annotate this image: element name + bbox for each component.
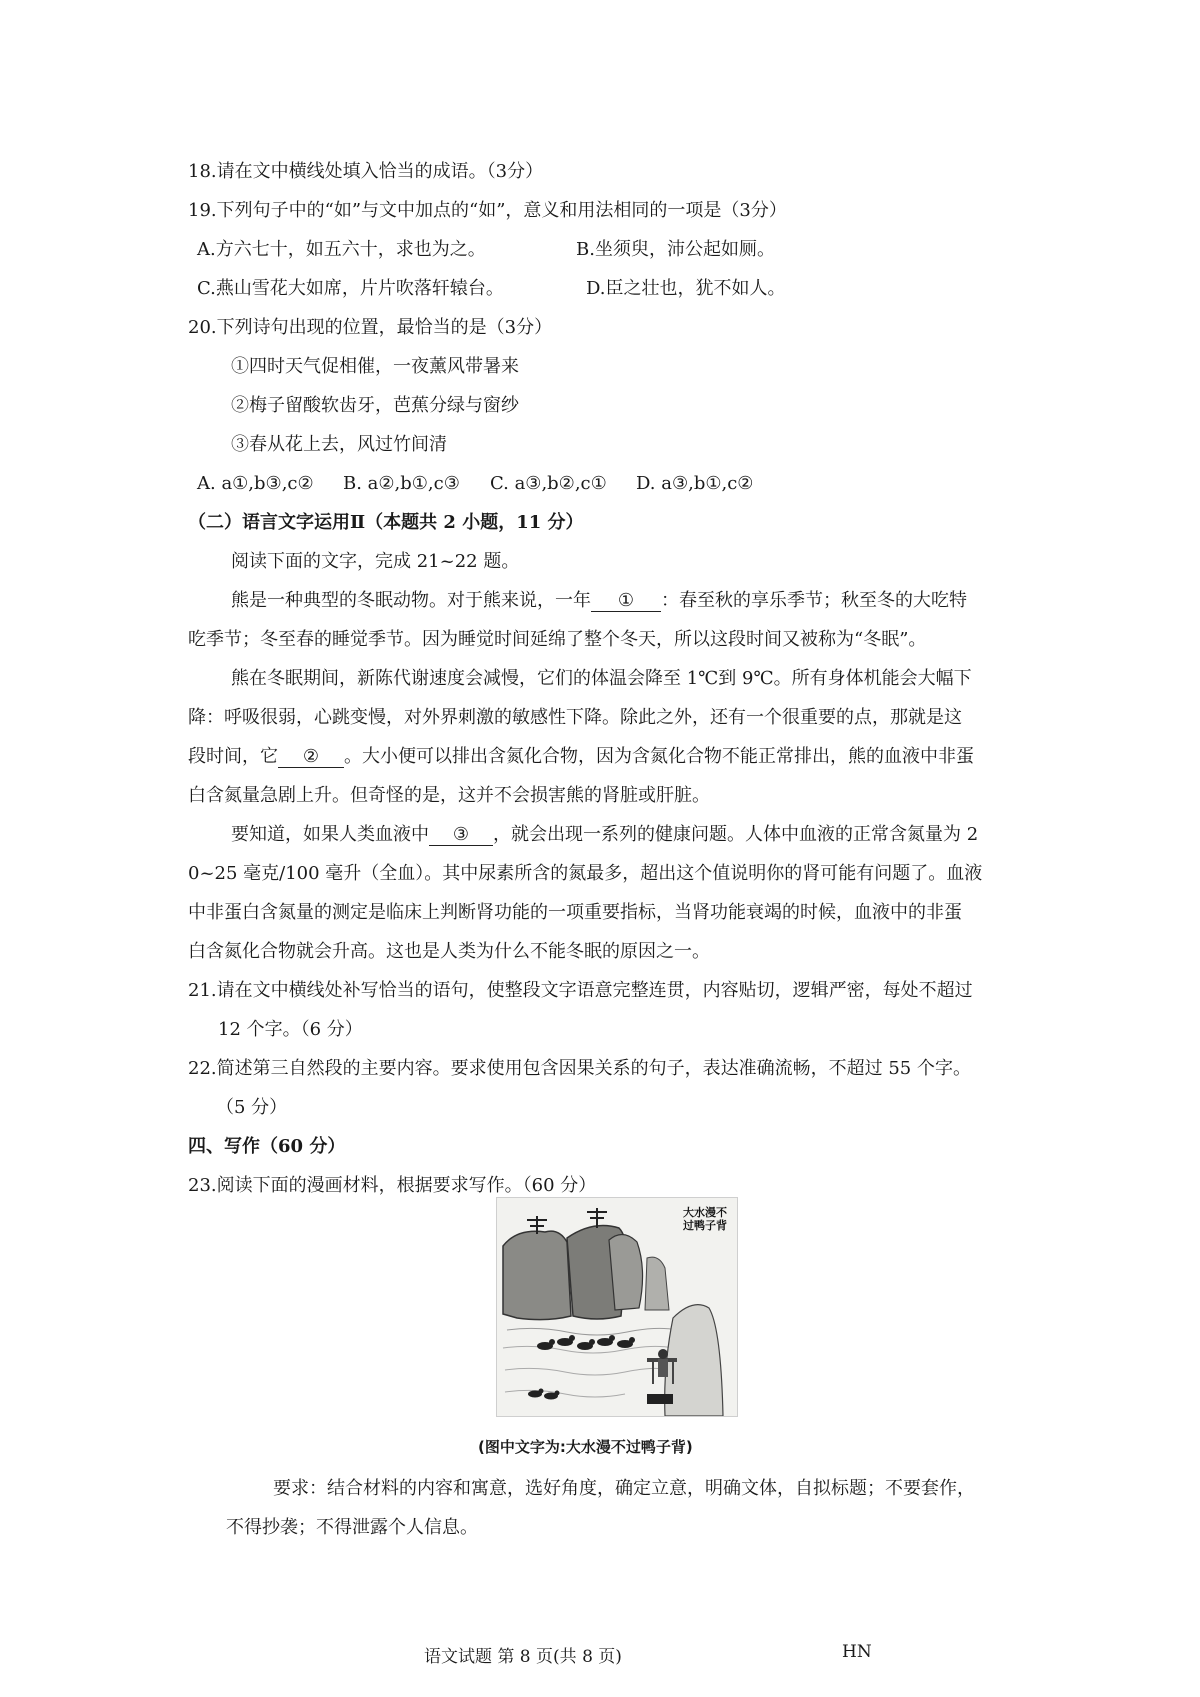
passage-p1-line-1: 熊是一种典型的冬眠动物。对于熊来说，一年 ① ：春至秋的享乐季节；秋至冬的大吃特 (231, 590, 967, 611)
question-19-stem: 19.下列句子中的“如”与文中加点的“如”，意义和用法相同的一项是（3分） (188, 200, 787, 221)
cartoon-inscription: 大水漫不过鸭子背 (683, 1206, 727, 1232)
question-19-option-a: A.方六七十，如五六十，求也为之。 (197, 239, 486, 260)
question-19-option-b: B.坐须臾，沛公起如厕。 (576, 239, 775, 260)
passage-p2-line-4: 白含氮量急剧上升。但奇怪的是，这并不会损害熊的肾脏或肝脏。 (188, 785, 710, 806)
passage-p3-line-4: 白含氮化合物就会升高。这也是人类为什么不能冬眠的原因之一。 (188, 941, 710, 962)
requirement-line-1: 要求：结合材料的内容和寓意，选好角度，确定立意，明确文体，自拟标题；不要套作， (273, 1478, 975, 1499)
poem-line-2: ②梅子留酸软齿牙，芭蕉分绿与窗纱 (231, 395, 519, 416)
passage-p3-line-1: 要知道，如果人类血液中 ③ ，就会出现一系列的健康问题。人体中血液的正常含氮量为 2 (231, 824, 979, 845)
passage-p2-line-1: 熊在冬眠期间，新陈代谢速度会减慢，它们的体温会降至 1℃到 9℃。所有身体机能会大幅下 (231, 668, 972, 689)
blank-2: ② (278, 747, 344, 768)
question-21-line-1: 21.请在文中横线处补写恰当的语句，使整段文字语意完整连贯，内容贴切，逻辑严密，每处不超过 (188, 980, 973, 1001)
question-20-option-b: B. a②,b①,c③ (343, 473, 460, 494)
question-20-option-a: A. a①,b③,c② (197, 473, 314, 494)
question-22-line-1: 22.简述第三自然段的主要内容。要求使用包含因果关系的句子，表达准确流畅，不超过 55 个字。 (188, 1058, 971, 1079)
question-18: 18.请在文中横线处填入恰当的成语。（3分） (188, 161, 544, 182)
passage-p3-line-3: 中非蛋白含氮量的测定是临床上判断肾功能的一项重要指标，当肾功能衰竭的时候，血液中的非蛋 (188, 902, 962, 923)
section-2-title: （二）语言文字运用Ⅱ（本题共 2 小题，11 分） (188, 512, 584, 533)
question-21-line-2: 12 个字。（6 分） (218, 1019, 363, 1040)
cartoon-caption: (图中文字为:大水漫不过鸭子背) (478, 1438, 693, 1456)
question-19-option-d: D.臣之壮也，犹不如人。 (586, 278, 786, 299)
question-20-option-c: C. a③,b②,c① (490, 473, 607, 494)
question-20-stem: 20.下列诗句出现的位置，最恰当的是（3分） (188, 317, 553, 338)
question-22-line-2: （5 分） (216, 1097, 288, 1118)
question-23: 23.阅读下面的漫画材料，根据要求写作。（60 分） (188, 1175, 597, 1196)
question-19-option-c: C.燕山雪花大如席，片片吹落轩辕台。 (197, 278, 504, 299)
blank-3: ③ (429, 825, 493, 846)
section-4-title: 四、写作（60 分） (188, 1136, 346, 1157)
footer-page-number: 语文试题 第 8 页(共 8 页) (424, 1647, 622, 1667)
blank-1: ① (591, 591, 661, 612)
section-2-intro: 阅读下面的文字，完成 21~22 题。 (231, 551, 520, 572)
passage-p2-line-3: 段时间，它 ② 。大小便可以排出含氮化合物，因为含氮化合物不能正常排出，熊的血液中非蛋 (188, 746, 974, 767)
passage-p3-line-2: 0~25 毫克/100 毫升（全血）。其中尿素所含的氮最多，超出这个值说明你的肾可能有问题了。血液 (188, 863, 983, 884)
poem-line-3: ③春从花上去，风过竹间清 (231, 434, 447, 455)
cartoon-image (496, 1197, 738, 1417)
question-20-option-d: D. a③,b①,c② (636, 473, 754, 494)
poem-line-1: ①四时天气促相催，一夜薰风带暑来 (231, 356, 519, 377)
passage-p2-line-2: 降：呼吸很弱，心跳变慢，对外界刺激的敏感性下降。除此之外，还有一个很重要的点，那就是这 (188, 707, 962, 728)
requirement-line-2: 不得抄袭；不得泄露个人信息。 (226, 1517, 478, 1538)
footer-code: HN (842, 1642, 872, 1662)
passage-p1-line-2: 吃季节；冬至春的睡觉季节。因为睡觉时间延绵了整个冬天，所以这段时间又被称为“冬眠”。 (188, 629, 927, 650)
